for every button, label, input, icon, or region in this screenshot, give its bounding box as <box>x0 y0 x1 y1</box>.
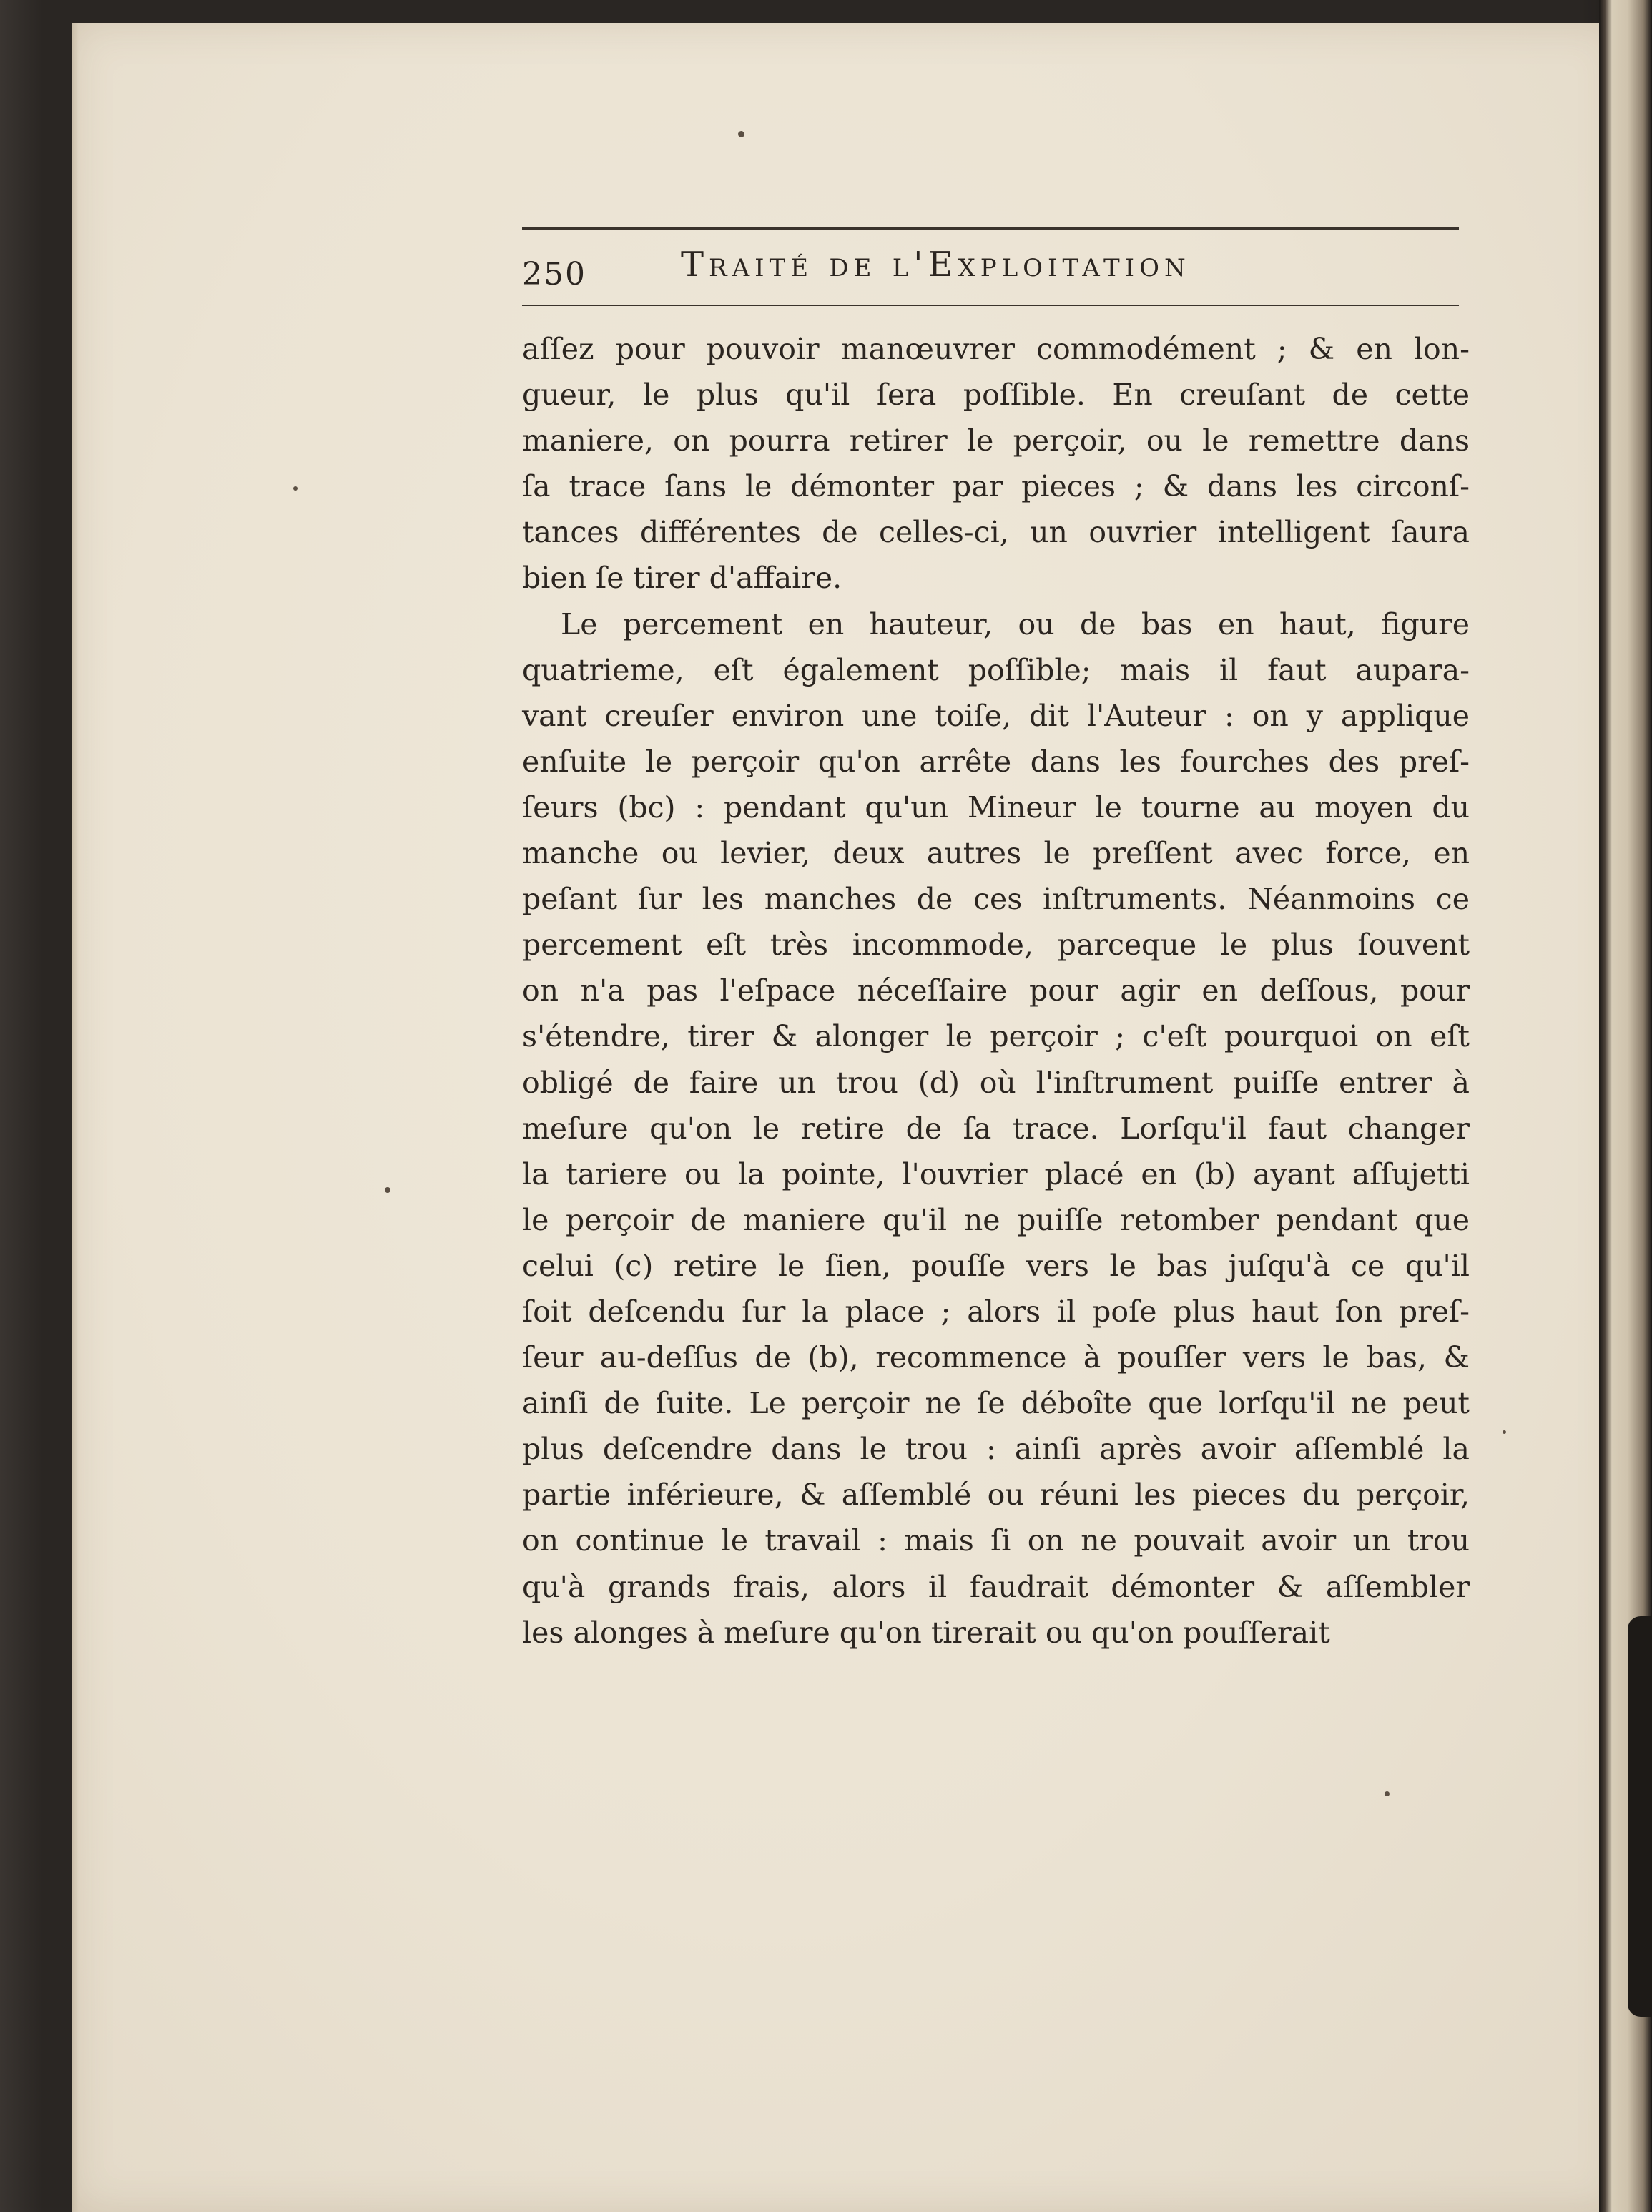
text-line: ſa trace ſans le démonter par pieces ; & dans les circonſ- <box>522 469 1470 504</box>
text-line: quatrieme, eſt également poſſible; mais il faut aupara- <box>522 652 1470 687</box>
text-line: manche ou levier, deux autres le preſſent avec force, en <box>522 836 1470 871</box>
text-line: qu'à grands frais, alors il faudrait démonter & aſſembler <box>522 1569 1470 1604</box>
text-line: vant creuſer environ une toiſe, dit l'Auteur : on y applique <box>522 698 1470 733</box>
text-line: ſeurs (bc) : pendant qu'un Mineur le tourne au moyen du <box>522 790 1470 825</box>
text-line: ainſi de ſuite. Le perçoir ne ſe déboîte que lorſqu'il ne peut <box>522 1386 1470 1421</box>
text-line: ſoit deſcendu ſur la place ; alors il poſe plus haut ſon preſ- <box>522 1294 1470 1329</box>
text-line: percement eſt très incommode, parceque le plus ſouvent <box>522 928 1470 963</box>
text-line: bien ſe tirer d'affaire. <box>522 561 842 596</box>
running-title: Traité de l'Exploitation <box>681 245 1191 285</box>
text-line: meſure qu'on le retire de ſa trace. Lorſqu'il faut changer <box>522 1111 1470 1146</box>
body-text <box>522 326 1470 1656</box>
text-line: peſant ſur les manches de ces inſtruments. Néanmoins ce <box>522 882 1470 917</box>
paper-speck <box>385 1187 390 1193</box>
text-line: maniere, on pourra retirer le perçoir, ou le remettre dans <box>522 423 1470 458</box>
text-line: enſuite le perçoir qu'on arrête dans les fourches des preſ- <box>522 744 1470 779</box>
text-line: aſſez pour pouvoir manœuvrer commodément ; & en lon- <box>522 332 1470 366</box>
text-line: le perçoir de maniere qu'il ne puiſſe retomber pendant que <box>522 1202 1470 1237</box>
text-line: les alonges à meſure qu'on tirerait ou qu'on pouſſerait <box>522 1615 1330 1650</box>
text-line: on n'a pas l'eſpace néceſſaire pour agir en deſſous, pour <box>522 973 1470 1008</box>
text-line: s'étendre, tirer & alonger le perçoir ; c'eſt pourquoi on eſt <box>522 1019 1470 1054</box>
text-line: tances différentes de celles-ci, un ouvrier intelligent ſaura <box>522 515 1470 550</box>
text-line: obligé de faire un trou (d) où l'inſtrument puiſſe entrer à <box>522 1065 1470 1100</box>
running-head <box>522 242 1459 292</box>
paper-speck <box>293 486 298 491</box>
text-line: on continue le travail : mais ſi on ne pouvait avoir un trou <box>522 1523 1470 1558</box>
header-rule-bottom <box>522 305 1459 306</box>
paper-speck <box>1385 1791 1390 1796</box>
text-line: la tariere ou la pointe, l'ouvrier placé en (b) ayant aſſujetti <box>522 1156 1470 1191</box>
header-rule-top <box>522 227 1459 230</box>
paper-speck <box>738 131 744 137</box>
next-page-edge <box>1599 0 1652 2212</box>
paper-speck <box>1503 1430 1506 1434</box>
text-line: partie inférieure, & aſſemblé ou réuni les pieces du perçoir, <box>522 1478 1470 1513</box>
text-line: ſeur au-deſſus de (b), recommence à pouſſer vers le bas, & <box>522 1340 1470 1375</box>
text-line: celui (c) retire le ſien, pouſſe vers le bas juſqu'à ce qu'il <box>522 1248 1470 1283</box>
text-line: gueur, le plus qu'il ſera poſſible. En creuſant de cette <box>522 378 1470 413</box>
text-line: Le percement en hauteur, ou de bas en haut, figure <box>561 606 1470 642</box>
text-line: plus deſcendre dans le trou : ainſi après avoir aſſemblé la <box>522 1432 1470 1467</box>
page-number: 250 <box>522 256 586 293</box>
